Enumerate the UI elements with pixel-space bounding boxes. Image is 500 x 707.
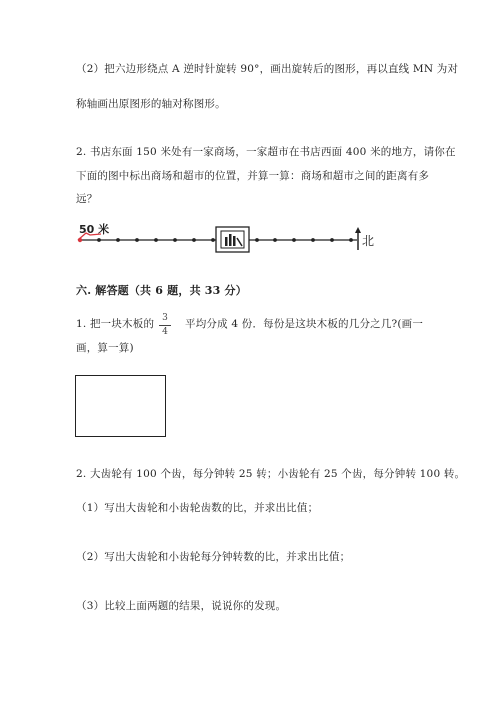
- fraction-numerator: 3: [162, 313, 168, 323]
- q2-line-1: 2. 书店东面 150 米处有一家商场，一家超市在书店西面 400 米的地方，请你在: [76, 146, 456, 158]
- part-a-line-2: 称轴画出原图形的轴对称图形。: [76, 98, 226, 110]
- bookstore-icon: [216, 227, 249, 252]
- number-line-diagram: [76, 220, 376, 258]
- p2-sub-3: （3）比较上面两题的结果，说说你的发现。: [76, 600, 287, 612]
- north-arrow-icon: [355, 227, 361, 250]
- origin-dot: [78, 238, 82, 242]
- fraction-bar: [159, 325, 171, 326]
- p1-text-before: 1. 把一块木板的: [76, 318, 155, 330]
- section-6-heading: 六. 解答题（共 6 题，共 33 分）: [76, 284, 247, 297]
- p2-sub-1: （1）写出大齿轮和小齿轮齿数的比，并求出比值；: [76, 502, 319, 514]
- fraction-denominator: 4: [162, 327, 168, 337]
- p2-line-1: 2. 大齿轮有 100 个齿，每分钟转 25 转；小齿轮有 25 个齿，每分钟转 100 转。: [76, 468, 466, 480]
- fraction-three-quarters: [157, 313, 173, 338]
- p1-text-after: 平均分成 4 份．每份是这块木板的几分之几?(画一: [185, 318, 424, 330]
- q2-line-2: 下面的图中标出商场和超市的位置，并算一算：商场和超市之间的距离有多: [76, 170, 430, 182]
- p2-sub-2: （2）写出大齿轮和小齿轮每分钟转数的比，并求出比值；: [76, 551, 351, 563]
- p1-line-2: 画，算一算): [76, 342, 134, 354]
- north-label: 北: [362, 234, 375, 248]
- scale-label: 50 米: [79, 223, 110, 236]
- part-a-line-1: （2）把六边形绕点 A 逆时针旋转 90°，画出旋转后的图形，再以直线 MN 为对: [76, 63, 459, 75]
- q2-line-3: 远？: [76, 193, 98, 205]
- drawing-area-box: [75, 375, 166, 437]
